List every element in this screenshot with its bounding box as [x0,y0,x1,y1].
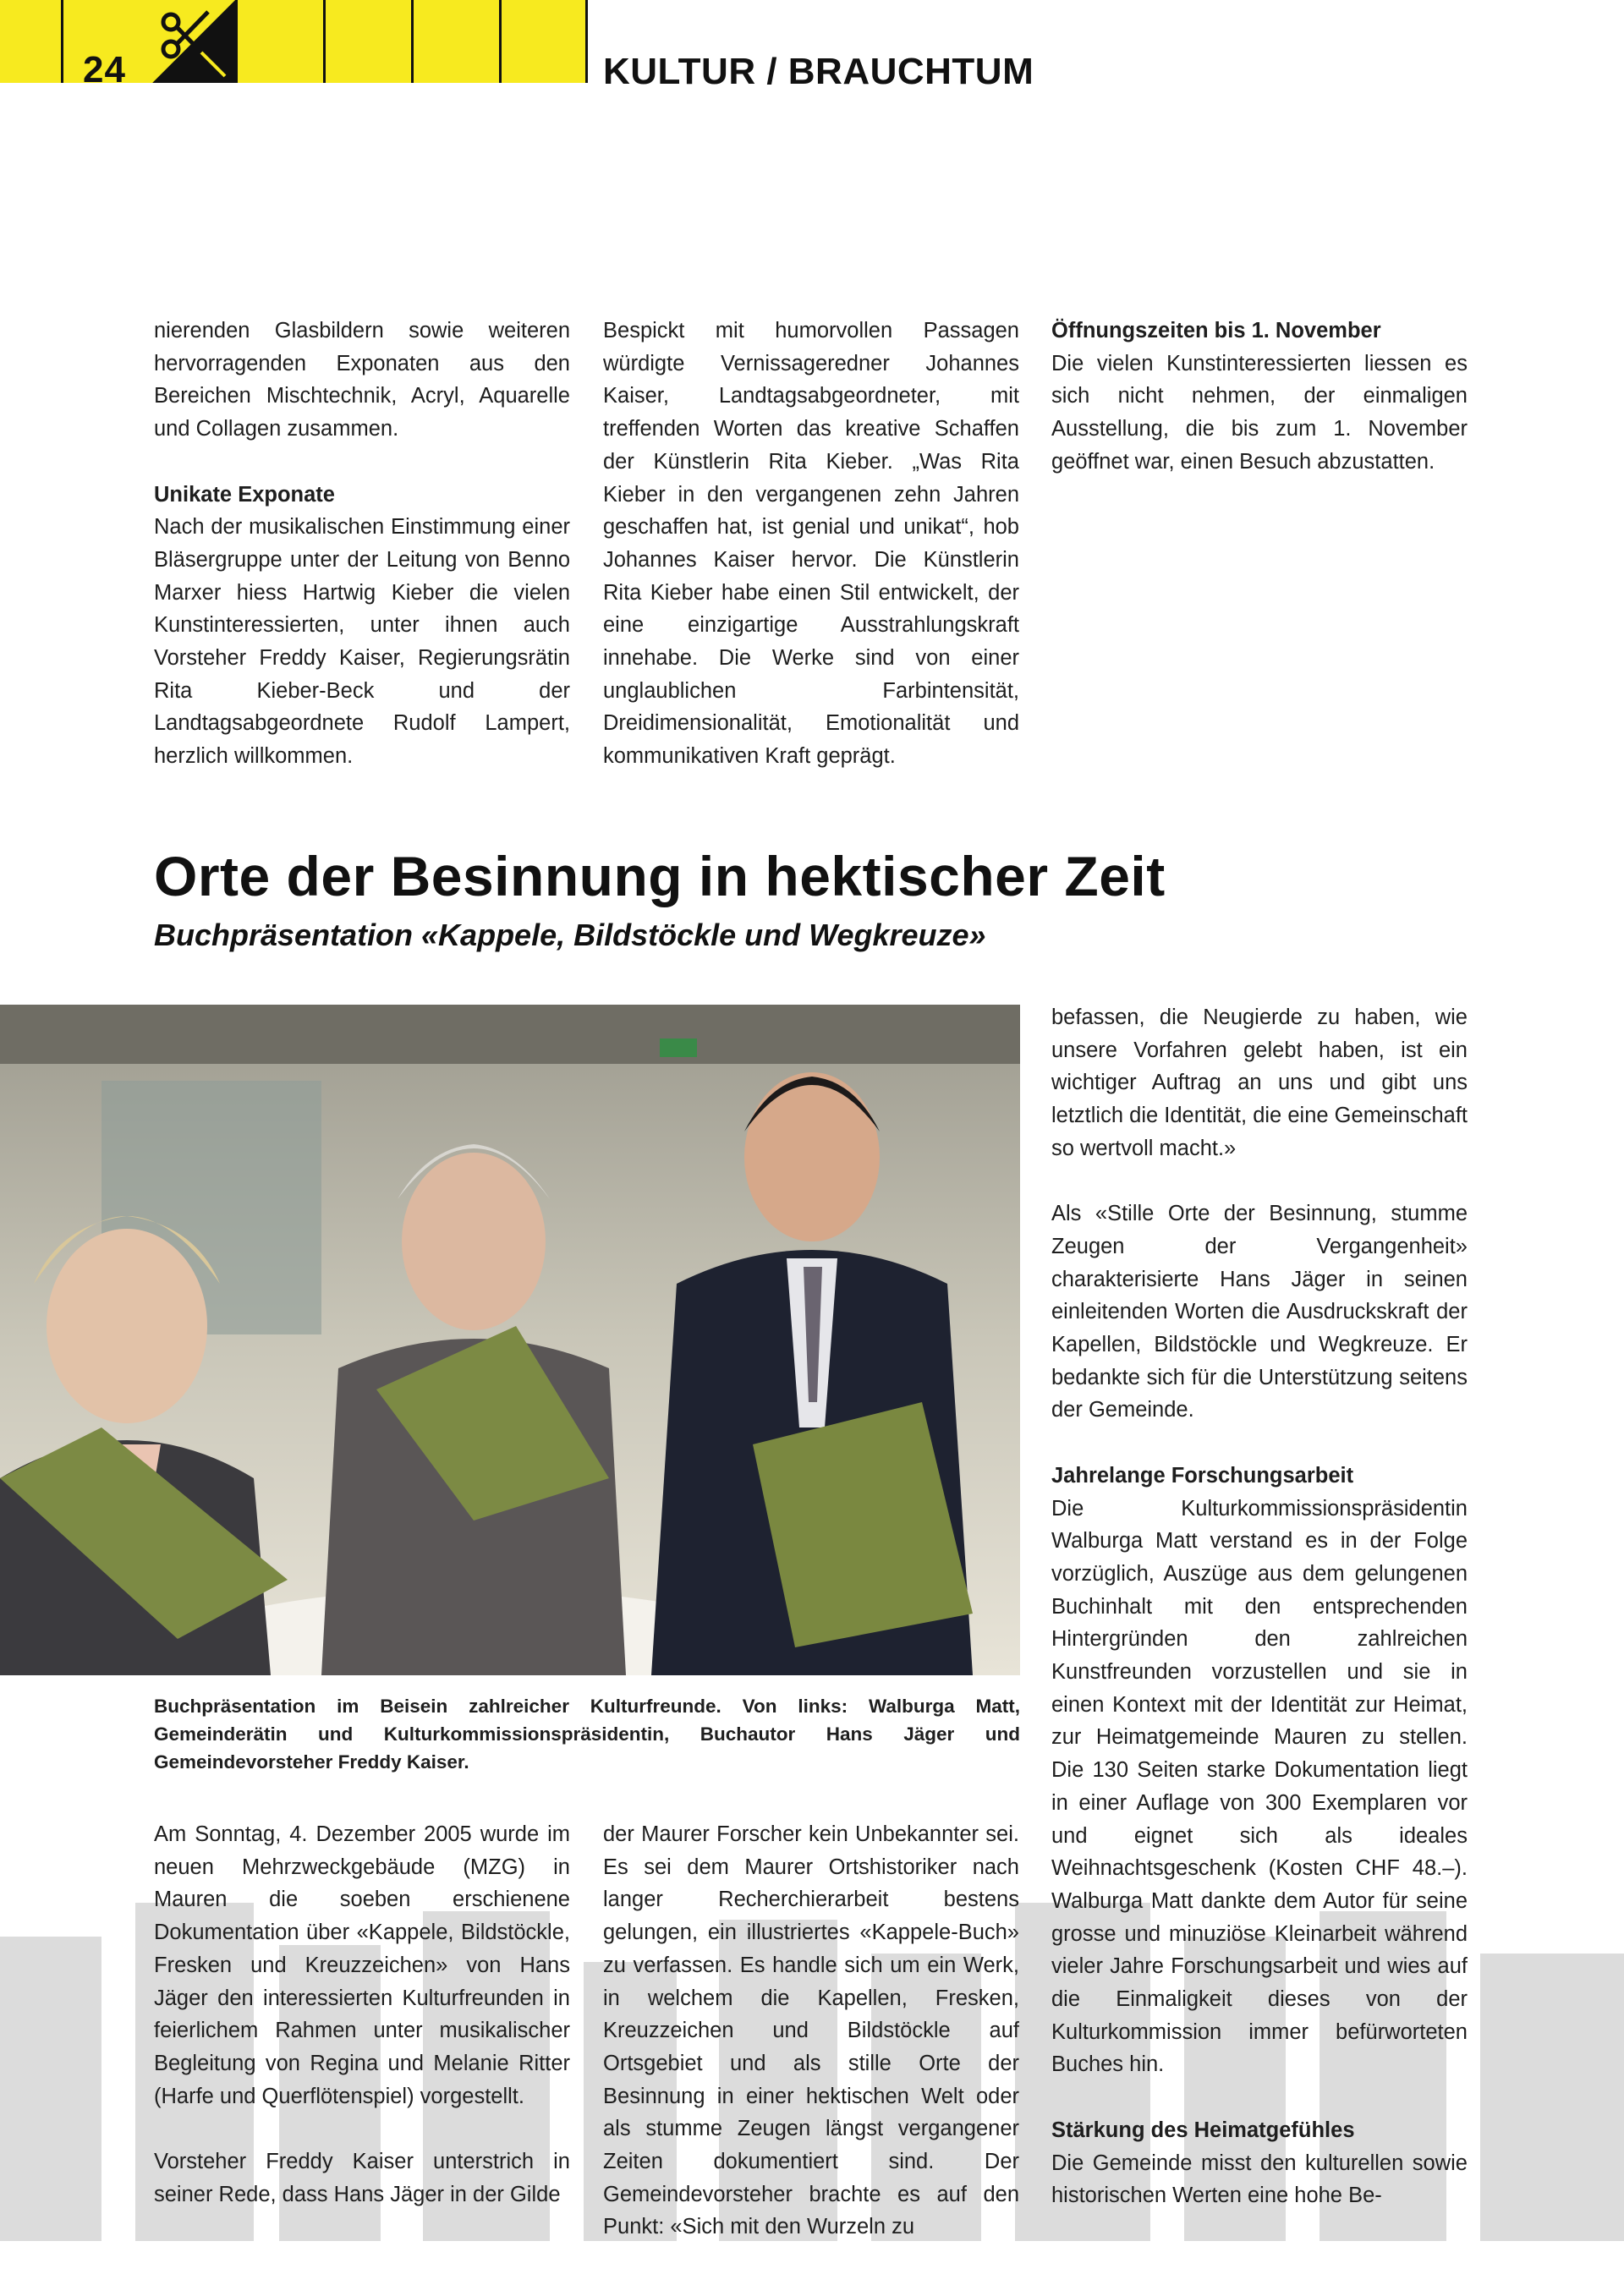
page-number: 24 [83,49,126,90]
subheading: Stärkung des Heimatgefühles [1051,2118,1355,2142]
paragraph: Bespickt mit humorvollen Passagen würdigte Vernissageredner Johannes Kaiser, Landtagsabgeordneter, mit treffenden Worten das kreative Schaffen der Künstlerin Rita Kieber. „Was Rita Kieber in den vergangenen zehn Jahren geschaffen hat, ist genial und unikat“, hob Johannes Kaiser hervor. Die Künstlerin Rita Kieber habe einen Stil entwickelt, der eine einzigartige Ausstrahlungskraft innehabe. Die Werke sind von einer unglaublichen Farbintensität, Dreidimensionalität, Emotionalität und kommunikativen Kraft geprägt. [603,319,1019,769]
paragraph: Als «Stille Orte der Besinnung, stumme Zeugen der Vergangenheit» charakterisierte Hans Jäger in seinen einleitenden Worten die Ausdruckskraft der Kapellen, Bildstöckle und Wegkreuze. Er bedankte sich für die Unterstützung seitens der Gemeinde. [1051,1202,1468,1422]
top-column-3 [1051,315,1468,479]
top-column-2 [603,315,1019,773]
photo-caption: Buchpräsentation im Beisein zahlreicher Kulturfreunde. Von links: Walburga Matt, Gemeinderätin und Kulturkommissionspräsidentin, Buchautor Hans Jäger und Gemeindevorsteher Freddy Kaiser. [154,1696,1020,1773]
section-title: KULTUR / BRAUCHTUM [603,51,1034,92]
top-column-1 [154,315,570,773]
header-divider [411,0,414,83]
paragraph: Die Kulturkommissionspräsidentin Walburga Matt verstand es in der Folge vorzüglich, Auszüge aus dem gelungenen Buchinhalt mit den entsprechenden Hintergründen den zahlreichen Kunstfreunden vorzustellen und sie in einen Kontext mit der Identität zur Heimat, zur Heimatgemeinde Mauren zu stellen. Die 130 Seiten starke Dokumentation liegt in einer Auflage von 300 Exemplaren vor und eignet sich als ideales Weihnachtsgeschenk (Kosten CHF 48.–). Walburga Matt dankte dem Autor für seine grosse und minuziöse Kleinarbeit während vieler Jahre Forschungsarbeit und wies auf die Einmaligkeit dieses von der Kulturkommission immer befürworteten Buches hin. [1051,1496,1468,2077]
paragraph: Nach der musikalischen Einstimmung einer Bläsergruppe unter der Leitung von Benno Marxer hiess Hartwig Kieber die vielen Kunstinteressierten, unter ihnen auch Vorsteher Freddy Kaiser, Regierungsrätin Rita Kieber-Beck und der Landtagsabgeordnete Rudolf Lampert, herzlich willkommen. [154,515,570,769]
header-divider [499,0,502,83]
subheading: Jahrelange Forschungsarbeit [1051,1463,1354,1488]
paragraph: der Maurer Forscher kein Unbekannter sei. Es sei dem Maurer Ortshistoriker nach langer Recherchierarbeit bestens gelungen, ein illustriertes «Kappele-Buch» zu verfassen. Es handle sich um ein Werk, in welchem die Kapellen, Fresken, Kreuzzeichen und Bildstöckle auf Ortsgebiet und als stille Orte der Besinnung in einer hektischen Welt oder als stumme Zeugen längst vergangener Zeiten dokumentiert sind. Der Gemeindevorsteher brachte es auf den Punkt: «Sich mit den Wurzeln zu [603,1822,1019,2239]
article-column-3 [1051,1001,1468,2212]
paragraph: Die Gemeinde misst den kulturellen sowie historischen Werten eine hohe Be- [1051,2151,1468,2208]
article-column-2 [603,1818,1019,2244]
header-divider [61,0,63,83]
header-divider [323,0,326,83]
paragraph: nierenden Glasbildern sowie weiteren hervorragenden Exponaten aus den Bereichen Mischtechnik, Acryl, Aquarelle und Collagen zusammen. [154,319,570,441]
header-divider [585,0,588,83]
article-headline: Orte der Besinnung in hektischer Zeit [154,845,1166,907]
article-photo [0,1005,1020,1675]
header-divider [235,0,238,83]
paragraph: Vorsteher Freddy Kaiser unterstrich in seiner Rede, dass Hans Jäger in der Gilde [154,2150,570,2206]
subheading: Öffnungszeiten bis 1. November [1051,319,1381,342]
article-subheadline: Buchpräsentation «Kappele, Bildstöckle und Wegkreuze» [154,918,986,952]
paragraph: Die vielen Kunstinteressierten liessen es sich nicht nehmen, der einmaligen Ausstellung, die bis zum 1. November geöffnet war, einen Besuch abzustatten. [1051,351,1468,474]
paragraph: befassen, die Neugierde zu haben, wie unsere Vorfahren gelebt haben, ist ein wichtiger Auftrag an uns und gibt uns letztlich die Identität, die eine Gemeinschaft so wertvoll macht.» [1051,1006,1468,1160]
paragraph: Am Sonntag, 4. Dezember 2005 wurde im neuen Mehrzweckgebäude (MZG) in Mauren die soeben erschienene Dokumentation über «Kappele, Bildstöckle, Fresken und Kreuzzeichen» von Hans Jäger den interessierten Kulturfreunden in feierlichem Rahmen unter musikalischer Begleitung von Regina und Melanie Ritter (Harfe und Querflötenspiel) vorgestellt. [154,1822,570,2108]
scissors-crest-icon [152,0,235,83]
subheading: Unikate Exponate [154,482,335,507]
article-column-1 [154,1818,570,2211]
